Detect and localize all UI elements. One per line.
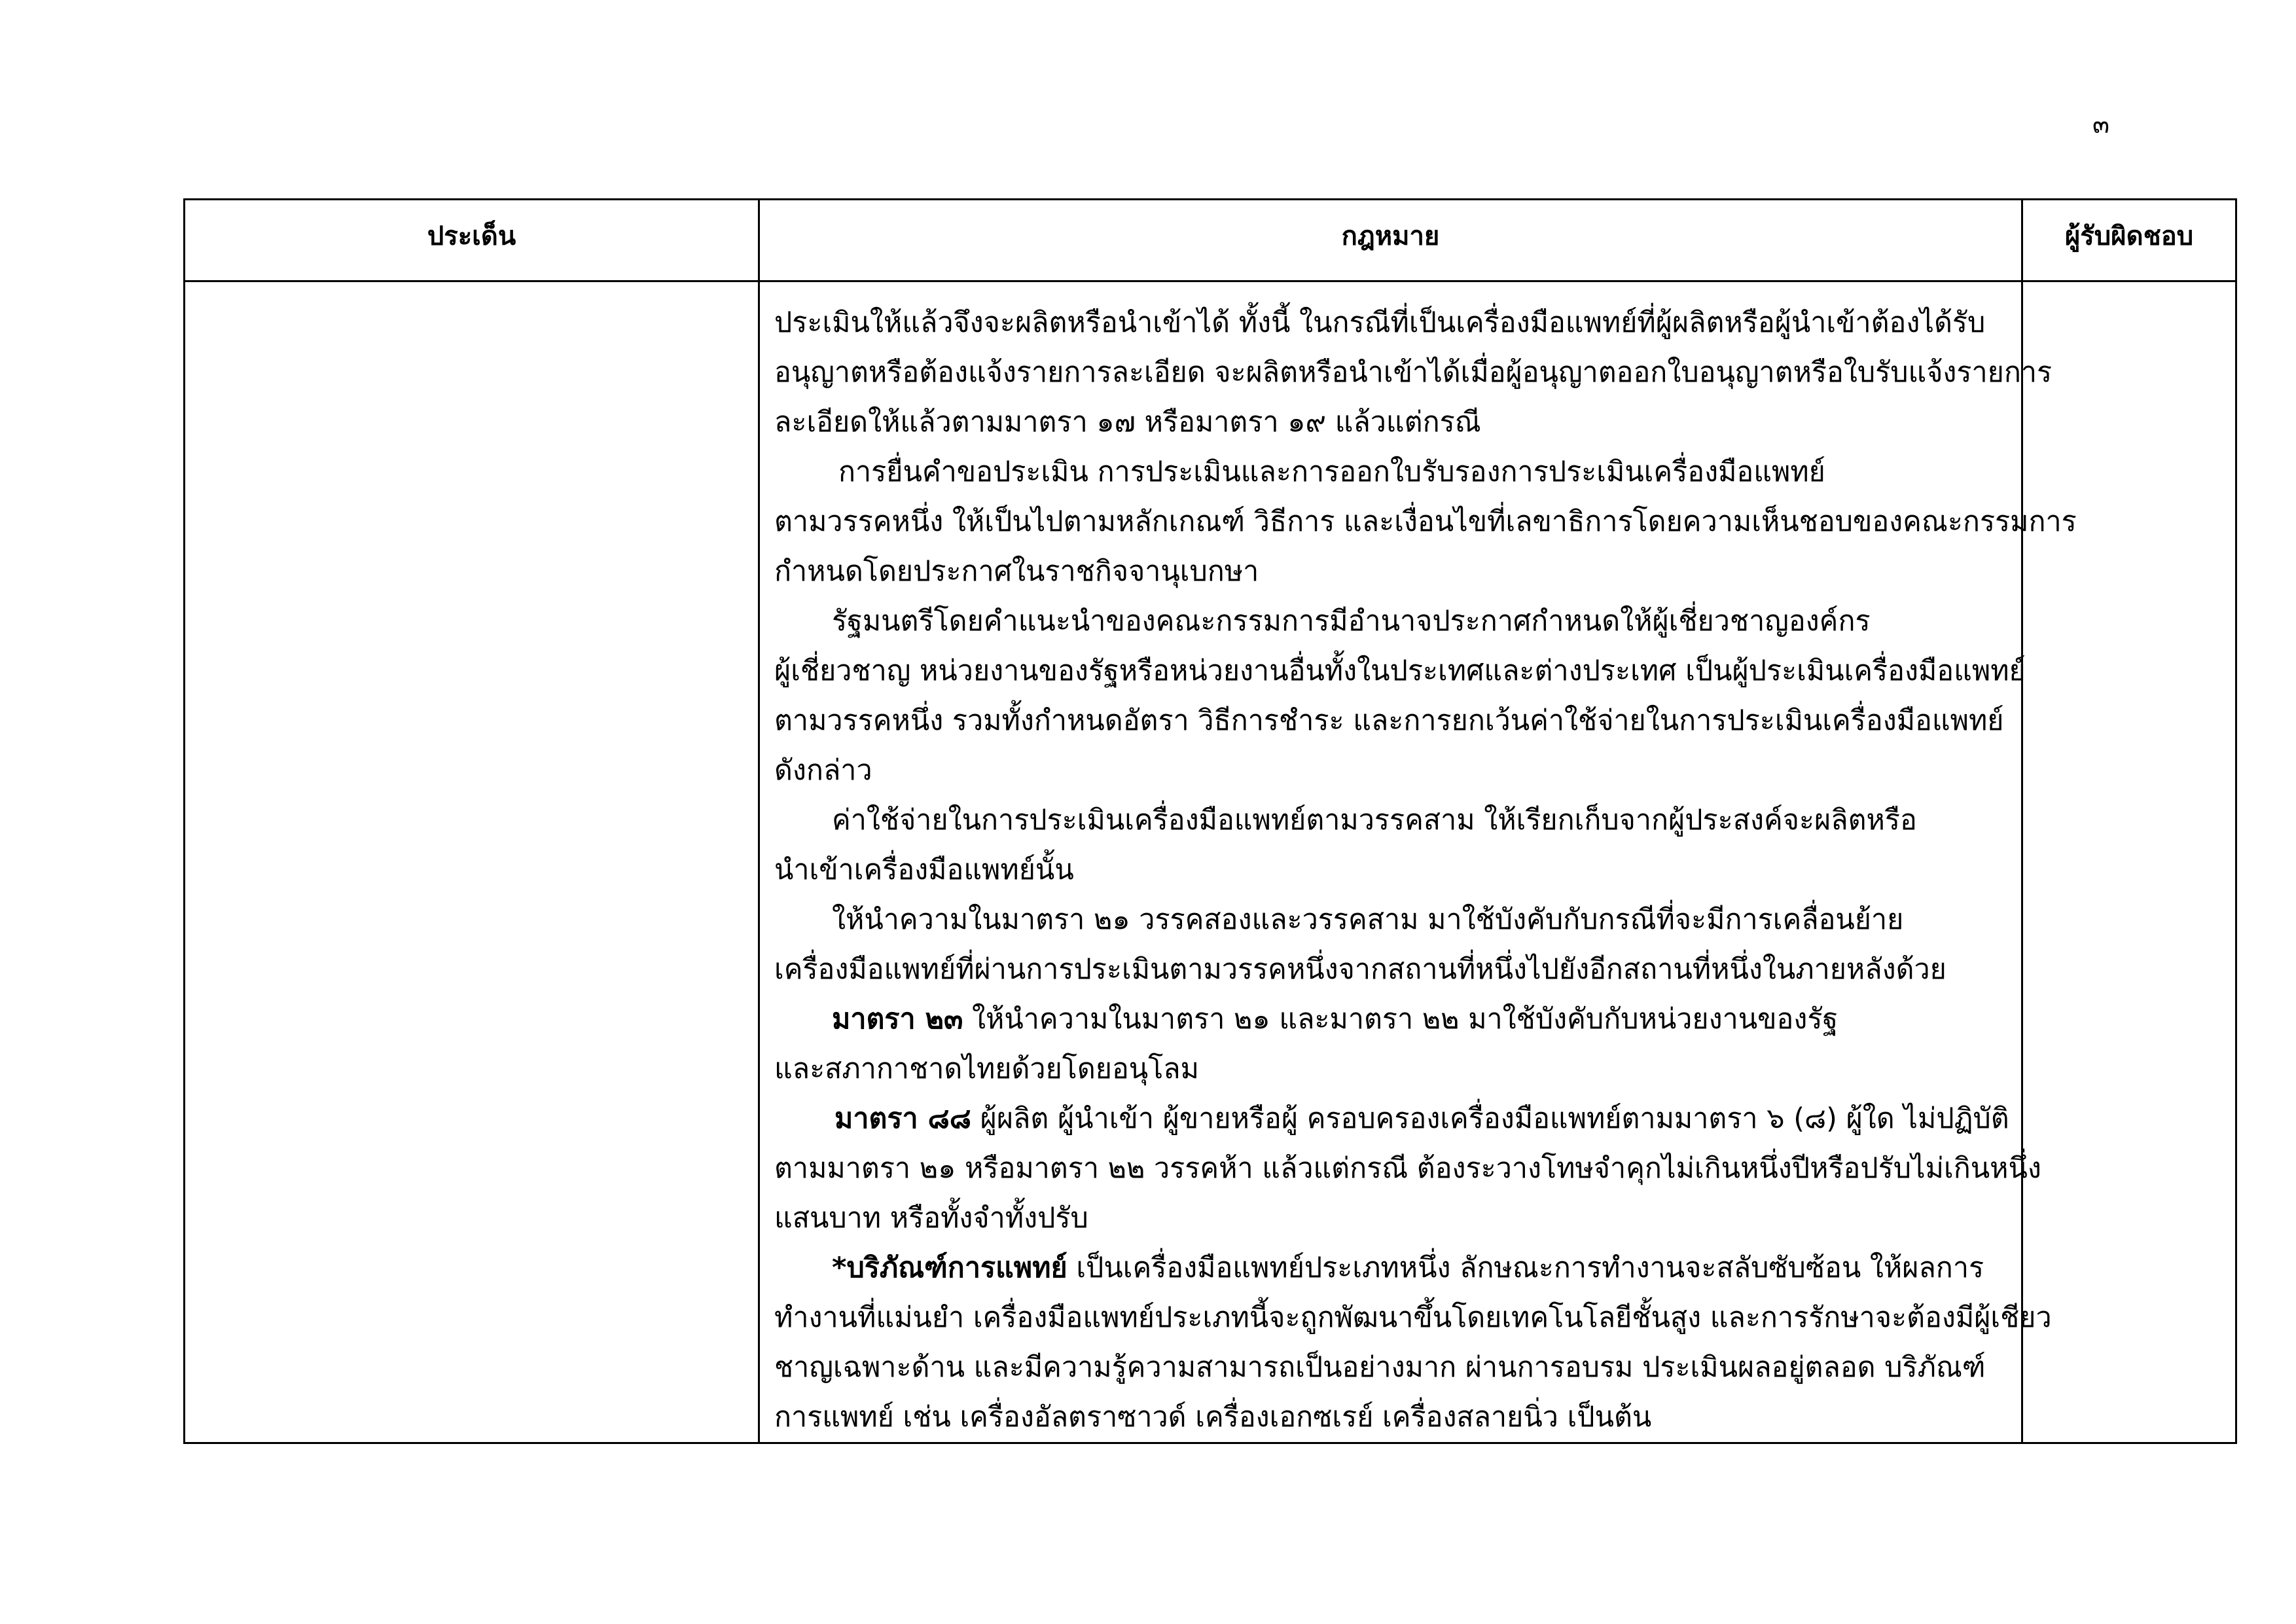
- law-table: [183, 198, 2237, 1444]
- law-line: การแพทย์ เช่น เครื่องอัลตราซาวด์ เครื่องเอกซเรย์ เครื่องสลายนิ่ว เป็นต้น: [774, 1401, 1652, 1434]
- law-line: ตามมาตรา ๒๑ หรือมาตรา ๒๒ วรรคห้า แล้วแต่กรณี ต้องระวางโทษจำคุกไม่เกินหนึ่งปีหรือปรับไม่เกินหนึ่ง: [774, 1152, 2041, 1185]
- issue-cell: [185, 281, 759, 1443]
- page-number: ๓: [2092, 110, 2109, 139]
- law-line: ดังกล่าว: [774, 754, 872, 787]
- law-line-section-23: [774, 994, 2011, 1044]
- law-cell: [759, 281, 2077, 1443]
- law-line: รัฐมนตรีโดยคำแนะนำของคณะกรรมการมีอำนาจประกาศกำหนดให้ผู้เชี่ยวชาญองค์กร: [832, 605, 1871, 638]
- law-line: ประเมินให้แล้วจึงจะผลิตหรือนำเข้าได้ ทั้งนี้ ในกรณีที่เป็นเครื่องมือแพทย์ที่ผู้ผลิตหรือผู้นำเข้าต้องได้รับ: [774, 306, 1986, 339]
- law-line: ทำงานที่แม่นยำ เครื่องมือแพทย์ประเภทนี้จะถูกพัฒนาขึ้นโดยเทคโนโลยีชั้นสูง และการรักษาจะต้องมีผู้เชียว: [774, 1301, 2052, 1334]
- law-line-section-88: [774, 1094, 2011, 1144]
- header-responsible: ผู้รับผิดชอบ: [2022, 200, 2236, 281]
- definition-text: เป็นเครื่องมือแพทย์ประเภทหนึ่ง ลักษณะการทำงานจะสลับซับซ้อน ให้ผลการ: [1067, 1252, 1984, 1284]
- law-line: ผู้เชี่ยวชาญ หน่วยงานของรัฐหรือหน่วยงานอื่นทั้งในประเทศและต่างประเทศ เป็นผู้ประเมินเครื่องมือแพทย์: [774, 655, 2026, 687]
- law-line: ตามวรรคหนึ่ง ให้เป็นไปตามหลักเกณฑ์ วิธีการ และเงื่อนไขที่เลขาธิการโดยความเห็นชอบของคณะกรรมการ: [774, 505, 2077, 538]
- law-line: เครื่องมือแพทย์ที่ผ่านการประเมินตามวรรคหนึ่งจากสถานที่หนึ่งไปยังอีกสถานที่หนึ่งในภายหลังด้วย: [774, 953, 1946, 986]
- law-line: นำเข้าเครื่องมือแพทย์นั้น: [774, 854, 1074, 886]
- section-88-text: ผู้ผลิต ผู้นำเข้า ผู้ขายหรือผู้ ครอบครองเครื่องมือแพทย์ตามมาตรา ๖ (๘) ผู้ใด ไม่ปฏิบัติ: [971, 1102, 2009, 1135]
- law-line: อนุญาตหรือต้องแจ้งรายการละเอียด จะผลิตหรือนำเข้าได้เมื่อผู้อนุญาตออกใบอนุญาตหรือใบรับแจ้งรายการ: [774, 356, 2053, 389]
- section-23-text: ให้นำความในมาตรา ๒๑ และมาตรา ๒๒ มาใช้บังคับกับหน่วยงานของรัฐ: [963, 1003, 1839, 1036]
- law-line: แสนบาท หรือทั้งจำทั้งปรับ: [774, 1202, 1088, 1235]
- responsible-cell: [2022, 281, 2236, 1443]
- header-law: กฎหมาย: [759, 200, 2022, 281]
- header-issue: ประเด็น: [185, 200, 759, 281]
- law-line: กำหนดโดยประกาศในราชกิจจานุเบกษา: [774, 555, 1259, 588]
- law-line: การยื่นคำขอประเมิน การประเมินและการออกใบรับรองการประเมินเครื่องมือแพทย์: [838, 456, 1825, 488]
- law-line: ละเอียดให้แล้วตามมาตรา ๑๗ หรือมาตรา ๑๙ แล้วแต่กรณี: [774, 406, 1481, 439]
- definition-term: *บริภัณฑ์การแพทย์: [832, 1252, 1067, 1284]
- law-line: และสภากาชาดไทยด้วยโดยอนุโลม: [774, 1053, 1199, 1085]
- law-line: ค่าใช้จ่ายในการประเมินเครื่องมือแพทย์ตามวรรคสาม ให้เรียกเก็บจากผู้ประสงค์จะผลิตหรือ: [832, 804, 1917, 837]
- table-header-row: [185, 200, 2236, 281]
- law-line: ให้นำความในมาตรา ๒๑ วรรคสองและวรรคสาม มาใช้บังคับกับกรณีที่จะมีการเคลื่อนย้าย: [832, 903, 1904, 936]
- law-line-definition: [774, 1243, 2011, 1293]
- law-line: ชาญเฉพาะด้าน และมีความรู้ความสามารถเป็นอย่างมาก ผ่านการอบรม ประเมินผลอยู่ตลอด บริภัณฑ์: [774, 1351, 1986, 1384]
- law-line: ตามวรรคหนึ่ง รวมทั้งกำหนดอัตรา วิธีการชำระ และการยกเว้นค่าใช้จ่ายในการประเมินเครื่องมือแพทย์: [774, 704, 2004, 737]
- table-row: [185, 281, 2236, 1443]
- section-23-heading: มาตรา ๒๓: [832, 1003, 963, 1036]
- section-88-heading: มาตรา ๘๘: [834, 1102, 971, 1135]
